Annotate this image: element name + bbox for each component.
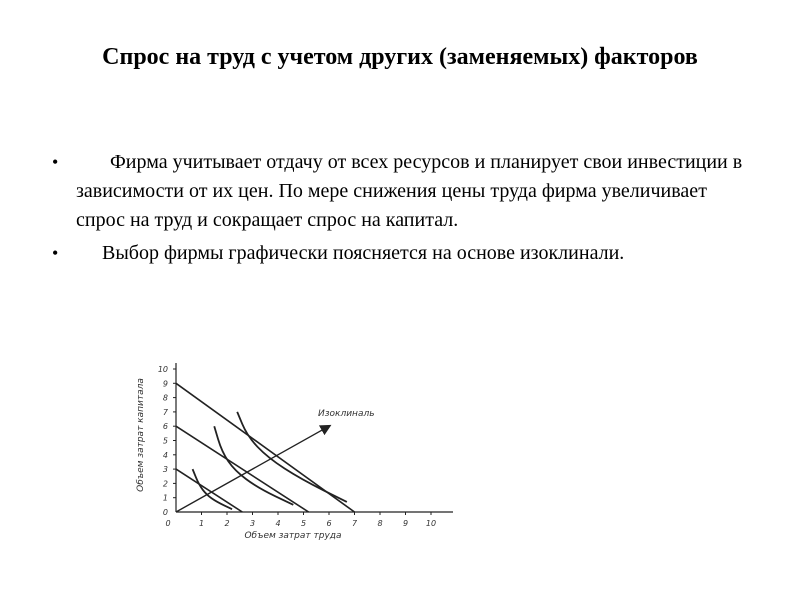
x-tick-label: 2 — [224, 519, 230, 528]
x-tick-label: 1 — [198, 519, 205, 528]
isoquant-curve — [193, 469, 233, 509]
y-axis-label: Объем затрат капитала — [136, 378, 146, 492]
isoquant-curve — [237, 412, 347, 502]
bullet-item — [48, 239, 748, 268]
x-axis-label: Объем затрат труда — [244, 531, 342, 541]
x-tick-label: 10 — [425, 519, 437, 528]
y-tick-label: 5 — [162, 436, 168, 446]
y-tick-label: 6 — [162, 422, 168, 432]
x-tick-label: 4 — [275, 519, 281, 528]
bullet-text: Фирма учитывает отдачу от всех ресурсов и планирует свои инвестиции в зависимости от их цен. По мере снижения цены труда фирма увеличивает спрос на труд и сокращает спрос на капитал. — [76, 151, 743, 231]
y-tick-label: 8 — [162, 393, 168, 403]
x-tick-label: 8 — [377, 519, 383, 528]
isocost-line — [176, 426, 309, 512]
x-tick-label: 6 — [326, 519, 332, 528]
y-tick-label: 7 — [162, 407, 168, 417]
isocline-label: Изоклиналь — [318, 409, 375, 419]
x-tick-label: 0 — [165, 519, 171, 528]
y-tick-label: 10 — [157, 365, 168, 374]
y-tick-label: 0 — [162, 508, 168, 517]
y-tick-label: 9 — [162, 379, 168, 389]
bullet-dot-icon: • — [52, 243, 59, 263]
bullet-text: Выбор фирмы графически поясняется на основе изоклинали. — [102, 242, 625, 264]
x-tick-label: 9 — [402, 519, 409, 528]
x-tick-label: 7 — [351, 519, 358, 528]
y-tick-label: 2 — [162, 479, 168, 489]
y-tick-label: 3 — [162, 465, 168, 475]
bullet-list — [48, 148, 748, 272]
x-tick-label: 3 — [249, 519, 256, 528]
slide-title: Спрос на труд с учетом других (заменяемых) факторов — [102, 44, 698, 70]
y-tick-label: 1 — [162, 493, 168, 503]
y-tick-label: 4 — [162, 450, 168, 460]
x-tick-label: 5 — [300, 519, 307, 528]
isocline-chart — [128, 360, 458, 560]
bullet-item — [48, 148, 748, 235]
isocost-line — [176, 469, 242, 512]
bullet-dot-icon: • — [52, 152, 59, 172]
